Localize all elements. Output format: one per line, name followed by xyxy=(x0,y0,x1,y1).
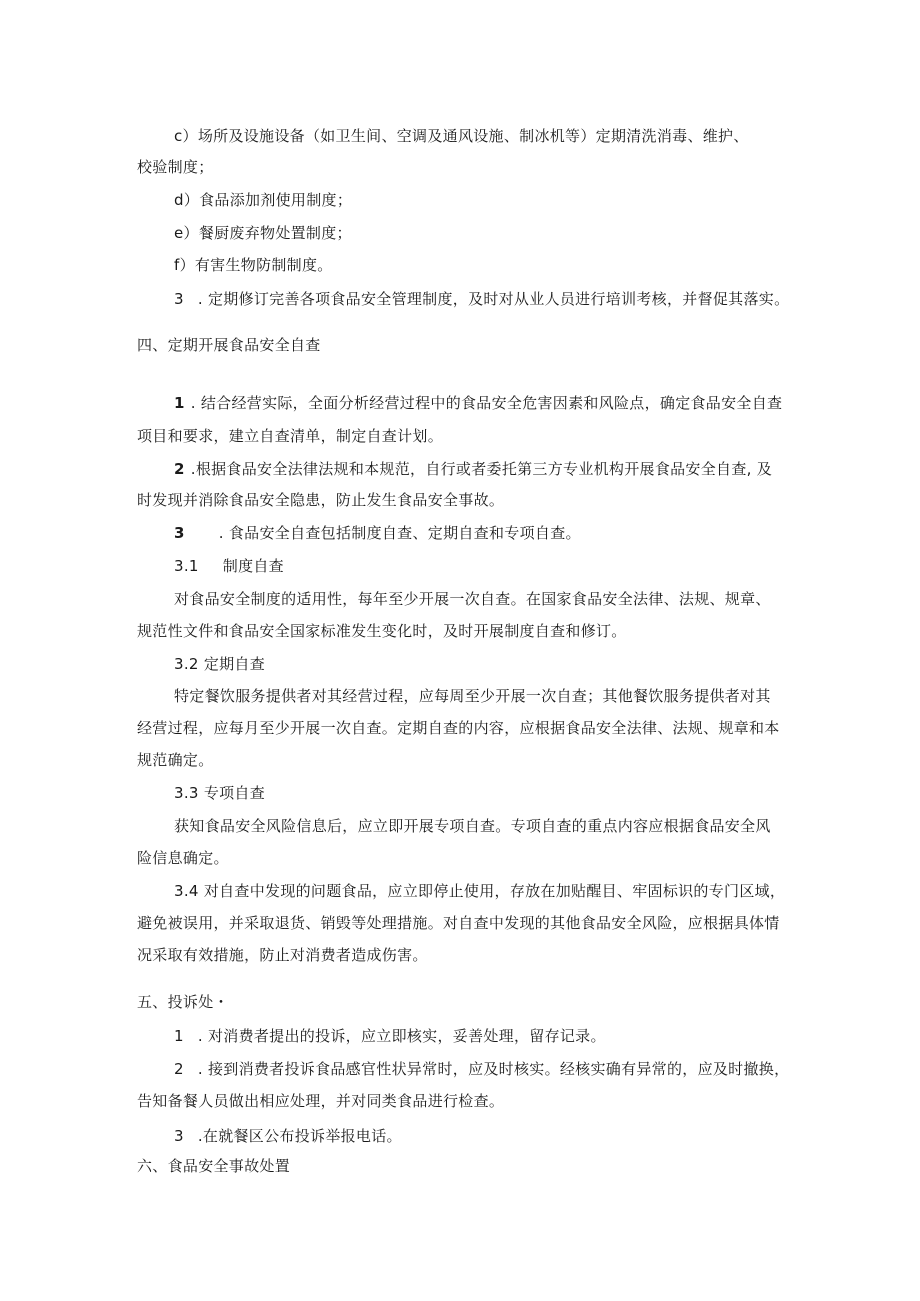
subsection-3-1-line2: 规范性文件和食品安全国家标准发生变化时，及时开展制度自查和修订。 xyxy=(137,622,627,640)
subsection-3-1-title: 制度自查 xyxy=(222,557,284,575)
para-3-text: . 定期修订完善各项食品安全管理制度，及时对从业人员进行培训考核，并督促其落实。 xyxy=(197,290,790,308)
subsection-3-2-line2: 经营过程，应每月至少开展一次自查。定期自查的内容，应根据食品安全法律、法规、规章和本 xyxy=(137,719,780,737)
section-heading-5: 五、投诉处・ xyxy=(137,993,229,1011)
item-c-line1: c）场所及设施设备（如卫生间、空调及通风设施、制冰机等）定期清洗消毒、维护、 xyxy=(174,127,749,145)
selfcheck-1-text: . 结合经营实际，全面分析经营过程中的食品安全危害因素和风险点，确定食品安全自查 xyxy=(190,394,783,412)
complaint-2-line2: 告知备餐人员做出相应处理，并对同类食品进行检查。 xyxy=(137,1092,505,1110)
complaint-3-number: 3 xyxy=(174,1127,184,1145)
complaint-1-number: 1 xyxy=(174,1027,184,1045)
selfcheck-3-number: 3 xyxy=(174,524,185,542)
subsection-3-2-line1: 特定餐饮服务提供者对其经营过程，应每周至少开展一次自查；其他餐饮服务提供者对其 xyxy=(174,687,771,705)
subsection-3-3-line2: 险信息确定。 xyxy=(137,849,229,867)
selfcheck-1-line1 xyxy=(174,393,782,413)
section-heading-6: 六、食品安全事故处置 xyxy=(137,1157,291,1175)
complaint-3 xyxy=(174,1126,402,1146)
item-d: d）食品添加剂使用制度； xyxy=(174,191,353,209)
subsection-3-4-line1: 3.4 对自查中发现的问题食品，应立即停止使用，存放在加贴醒目、牢固标识的专门区域， xyxy=(174,882,786,900)
selfcheck-2-number: 2 xyxy=(174,460,185,478)
selfcheck-3 xyxy=(174,523,581,543)
item-e: e）餐厨废弃物处置制度； xyxy=(174,224,352,242)
selfcheck-2-text: .根据食品安全法律法规和本规范，自行或者委托第三方专业机构开展食品安全自查, 及 xyxy=(190,460,773,478)
complaint-2-text: . 接到消费者投诉食品感官性状异常时，应及时核实。经核实确有异常的，应及时撤换， xyxy=(197,1060,790,1078)
section-heading-4: 四、定期开展食品安全自查 xyxy=(137,336,321,354)
complaint-1-text: . 对消费者提出的投诉，应立即核实，妥善处理，留存记录。 xyxy=(197,1027,606,1045)
selfcheck-2-line1 xyxy=(174,459,772,479)
selfcheck-1-number: 1 xyxy=(174,394,185,412)
selfcheck-1-line2: 项目和要求，建立自查清单，制定自查计划。 xyxy=(137,427,444,445)
complaint-2-number: 2 xyxy=(174,1060,184,1078)
complaint-1 xyxy=(174,1026,606,1046)
subsection-3-4-line3: 况采取有效措施，防止对消费者造成伤害。 xyxy=(137,946,428,964)
subsection-3-3-line1: 获知食品安全风险信息后，应立即开展专项自查。专项自查的重点内容应根据食品安全风 xyxy=(174,817,771,835)
subsection-3-1-number: 3.1 xyxy=(174,557,199,575)
selfcheck-3-text: . 食品安全自查包括制度自查、定期自查和专项自查。 xyxy=(218,524,581,542)
subsection-3-1-line1: 对食品安全制度的适用性，每年至少开展一次自查。在国家食品安全法律、法规、规章、 xyxy=(174,590,771,608)
item-f: f）有害生物防制制度。 xyxy=(174,256,333,274)
subsection-3-2: 3.2 定期自查 xyxy=(174,655,266,673)
selfcheck-2-line2: 时发现并消除食品安全隐患，防止发生食品安全事故。 xyxy=(137,491,505,509)
complaint-3-text: .在就餐区公布投诉举报电话。 xyxy=(197,1127,402,1145)
complaint-2-line1 xyxy=(174,1059,789,1079)
subsection-3-1 xyxy=(174,556,284,576)
item-c-line2: 校验制度； xyxy=(137,158,214,176)
para-3-number: 3 xyxy=(174,290,184,308)
subsection-3-4-line2: 避免被误用，并采取退货、销毁等处理措施。对自查中发现的其他食品安全风险，应根据具体情 xyxy=(137,914,780,932)
subsection-3-3: 3.3 专项自查 xyxy=(174,784,266,802)
para-3 xyxy=(174,289,789,309)
subsection-3-2-line3: 规范确定。 xyxy=(137,751,214,769)
